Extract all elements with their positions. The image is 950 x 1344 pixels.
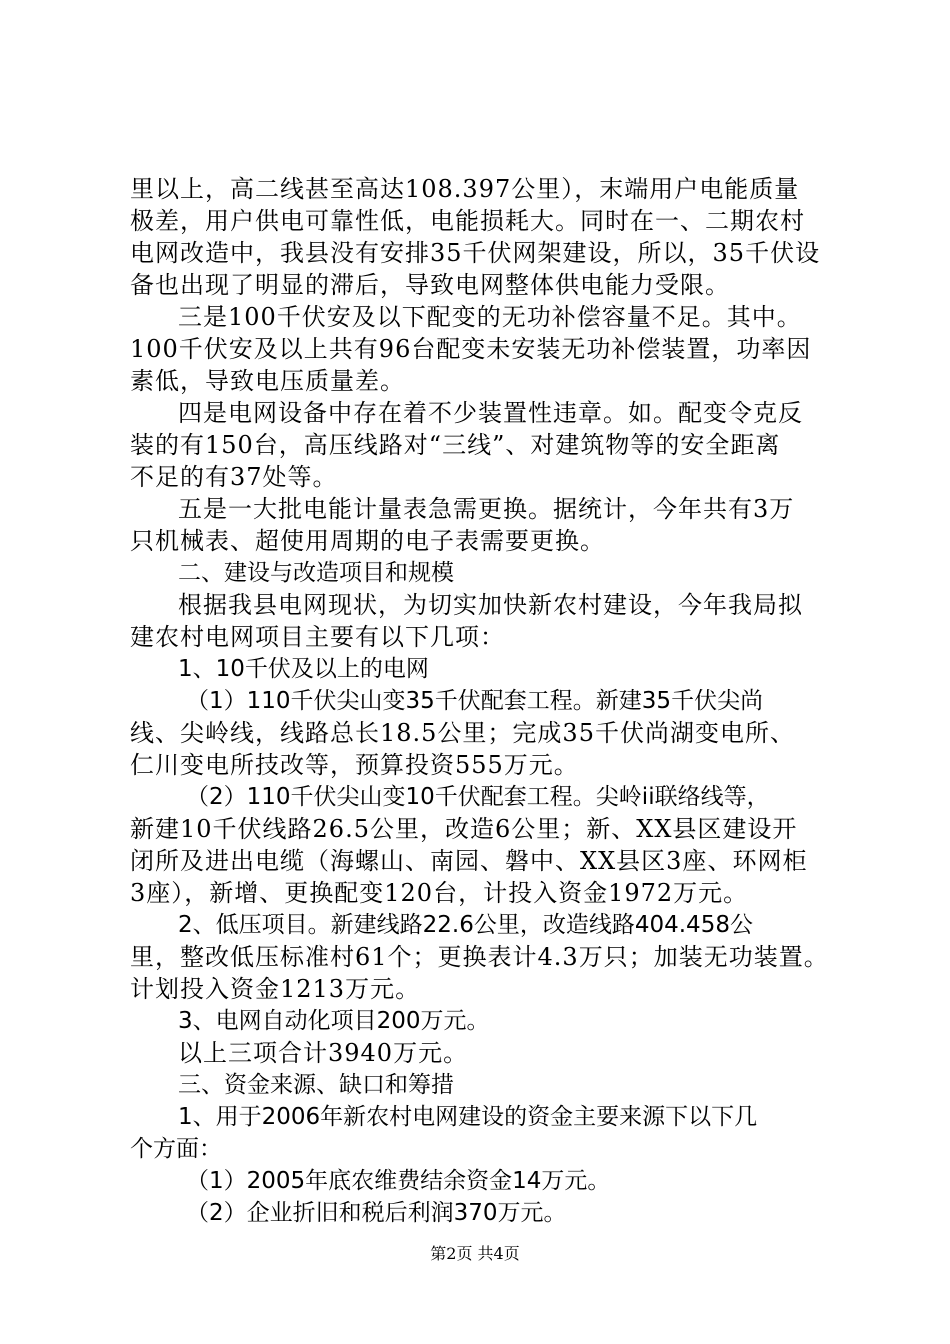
- paragraph-line: 线、尖岭线，线路总长18.5公里；完成35千伏尚湖变电所、: [130, 719, 795, 747]
- document-body: [130, 173, 860, 1229]
- paragraph-line: 1、用于2006年新农村电网建设的资金主要来源下以下几: [178, 1104, 758, 1130]
- paragraph-line: 四是电网设备中存在着不少装置性违章。如。配变令克反: [178, 399, 803, 427]
- paragraph-line: 2、低压项目。新建线路22.6公里，改造线路404.458公: [178, 912, 753, 938]
- paragraph-line: 装的有150台，高压线路对“三线”、对建筑物等的安全距离: [130, 431, 781, 459]
- paragraph-line: 建农村电网项目主要有以下几项：: [130, 623, 505, 651]
- section-heading: 三、资金来源、缺口和筹措: [178, 1072, 454, 1098]
- paragraph-line: 闭所及进出电缆（海螺山、南园、磐中、XX县区3座、环网柜: [130, 847, 808, 875]
- page-number-footer: 第2页 共4页: [430, 1244, 520, 1263]
- paragraph-line: 计划投入资金1213万元。: [130, 975, 421, 1003]
- section-heading: 二、建设与改造项目和规模: [178, 560, 454, 586]
- paragraph-line: 里以上，高二线甚至高达108.397公里），末端用户电能质量: [130, 175, 800, 203]
- paragraph-line: （2）110千伏尖山变10千伏配套工程。尖岭ii联络线等，: [186, 784, 770, 810]
- paragraph-line: 五是一大批电能计量表急需更换。据统计，今年共有3万: [178, 495, 795, 523]
- paragraph-line: （1）2005年底农维费结余资金14万元。: [186, 1168, 611, 1194]
- paragraph-line: 素低，导致电压质量差。: [130, 367, 405, 395]
- paragraph-line: 三是100千伏安及以下配变的无功补偿容量不足。其中。: [178, 303, 802, 331]
- paragraph-line: 极差，用户供电可靠性低，电能损耗大。同时在一、二期农村: [130, 207, 805, 235]
- paragraph-line: 电网改造中，我县没有安排35千伏网架建设，所以，35千伏设: [130, 239, 821, 267]
- paragraph-line: 个方面：: [130, 1136, 222, 1162]
- paragraph-line: 3座），新增、更换配变120台，计投入资金1972万元。: [130, 879, 749, 907]
- paragraph-line: （1）110千伏尖山变35千伏配套工程。新建35千伏尖尚: [186, 688, 764, 714]
- paragraph-line: 3、电网自动化项目200万元。: [178, 1008, 490, 1034]
- paragraph-line: 100千伏安及以上共有96台配变未安装无功补偿装置，功率因: [130, 335, 812, 363]
- paragraph-line: （2）企业折旧和税后利润370万元。: [186, 1200, 567, 1226]
- paragraph-line: 备也出现了明显的滞后，导致电网整体供电能力受限。: [130, 271, 730, 299]
- paragraph-line: 根据我县电网现状，为切实加快新农村建设，今年我局拟: [178, 591, 803, 619]
- paragraph-line: 以上三项合计3940万元。: [178, 1039, 469, 1067]
- paragraph-line: 仁川变电所技改等，预算投资555万元。: [130, 751, 579, 779]
- paragraph-line: 新建10千伏线路26.5公里，改造6公里；新、XX县区建设开: [130, 815, 798, 843]
- subsection-heading: 1、10千伏及以上的电网: [178, 656, 429, 682]
- paragraph-line: 不足的有37处等。: [130, 463, 338, 491]
- paragraph-line: 里，整改低压标准村61个；更换表计4.3万只；加装无功装置。: [130, 943, 829, 971]
- paragraph-line: 只机械表、超使用周期的电子表需要更换。: [130, 527, 605, 555]
